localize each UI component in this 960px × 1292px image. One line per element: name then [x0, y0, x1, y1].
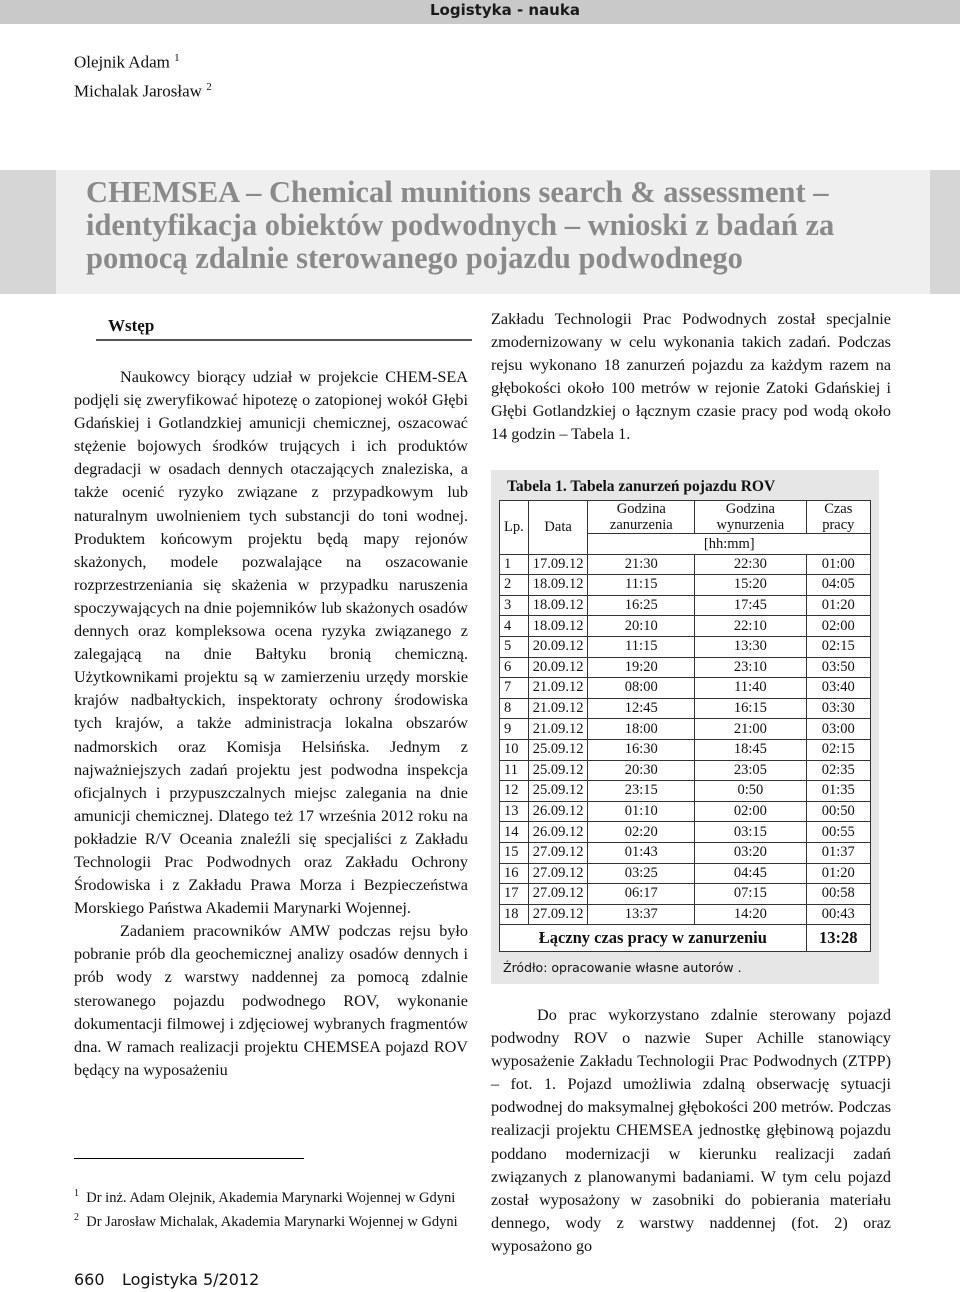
table-row: [500, 884, 871, 905]
table-cell: 01:35: [806, 781, 870, 802]
section-underline: [96, 339, 472, 341]
table-cell: 21.09.12: [528, 698, 588, 719]
table-row: [500, 781, 871, 802]
table-cell: 20:30: [588, 760, 695, 781]
table-cell: 03:40: [806, 678, 870, 699]
table-row: [500, 719, 871, 740]
table-cell: 18.09.12: [528, 616, 588, 637]
table-cell: 18:00: [588, 719, 695, 740]
table-cell: 27.09.12: [528, 842, 588, 863]
table-cell: 03:25: [588, 863, 695, 884]
paragraph: Zakładu Technologii Prac Podwodnych został specjalnie zmodernizowany w celu wykonania takich zadań. Podczas rejsu wykonano 18 zanurzeń pojazdu za każdym razem na głębokości około 100 metrów w rejonie Zatoki Gdańskiej i Głębi Gotlandzkiej o łącznym czasie pracy pod wodą około 14 godzin – Tabela 1.: [491, 310, 891, 444]
table-cell: 23:05: [695, 760, 806, 781]
table-cell: 01:00: [806, 554, 870, 575]
table-cell: 16:15: [695, 698, 806, 719]
authors: [74, 46, 212, 103]
table-caption: Tabela 1. Tabela zanurzeń pojazdu ROV: [507, 478, 776, 495]
header-unit: [hh:mm]: [588, 534, 871, 555]
article-title: CHEMSEA – Chemical munitions search & assessment – identyfikacja obiektów podwodnych – wnioski z badań za pomocą zdalnie sterowanego pojazdu podwodnego: [86, 175, 835, 275]
table-cell: 22:30: [695, 554, 806, 575]
table-row: [500, 801, 871, 822]
table-cell: 11: [500, 760, 529, 781]
table-cell: 1: [500, 554, 529, 575]
table-cell: 18:45: [695, 739, 806, 760]
header-wynurzenia: Godzina wynurzenia: [695, 501, 806, 534]
table-cell: 02:00: [806, 616, 870, 637]
table-cell: 23:15: [588, 781, 695, 802]
paragraph: Naukowcy biorący udział w projekcie CHEM-SEA podjęli się zweryfikować hipotezę o zatopionej wokół Głębi Gdańskiej i Gotlandzkiej amunicji chemicznej, oszacować stężenie bojowych środków trujących i ich produktów degradacji w osadach dennych otaczających znaleziska, a także ocenić ryzyko związane z przypadkowym lub naturalnym uwolnieniem tych substancji do toni wodnej. Produktem końcowym projektu będą mapy rejonów skażonych, modele pozwalające na oszacowanie rozprzestrzeniania się skażenia w przypadku naruszenia spoczywających na dnie pojemników lub skażonych osadów dennych oraz kompleksowa ocena ryzyka związanego z zalegającą na dnie Bałtyku bronią chemiczną. Użytkownikami projektu są w zamierzeniu urzędy morskie krajów nadbałtyckich, inspektoraty ochrony środowiska tych krajów, a także administracja lokalna obszarów nadmorskich oraz Komisja Helsińska. Jednym z najważniejszych zadań projektu jest podwodna inspekcja oficjalnych i przypuszczalnych miejsc zalegania na dnie amunicji chemicznej. Dlatego też 17 września 2012 roku na pokładzie R/V Oceania znaleźli się specjaliści z Zakładu Technologii Prac Podwodnych oraz Zakładu Ochrony Środowiska i z Zakładu Prawa Morza i Bezpieczeństwa Morskiego Państwa Akademii Marynarki Wojennej.: [74, 368, 468, 918]
section-heading: Wstęp: [108, 316, 155, 335]
table-row: [500, 904, 871, 925]
table-cell: 15:20: [695, 575, 806, 596]
table-cell: 25.09.12: [528, 781, 588, 802]
left-column: [74, 366, 468, 1082]
table-cell: 21.09.12: [528, 678, 588, 699]
table-row: [500, 739, 871, 760]
author-1: Olejnik Adam $^1$: [74, 52, 180, 72]
table-cell: 20.09.12: [528, 657, 588, 678]
table-cell: 13:37: [588, 904, 695, 925]
table-cell: 18.09.12: [528, 595, 588, 616]
table-source: Źródło: opracowanie własne autorów .: [503, 960, 742, 975]
table-row: [500, 657, 871, 678]
table-cell: 12:45: [588, 698, 695, 719]
table-cell: 10: [500, 739, 529, 760]
title-band-right: [930, 170, 960, 294]
table-cell: 27.09.12: [528, 863, 588, 884]
title-band-left: [0, 170, 56, 294]
table-cell: 20:10: [588, 616, 695, 637]
table-row: [500, 863, 871, 884]
header-czas: Czas pracy: [806, 501, 870, 534]
table-cell: 16: [500, 863, 529, 884]
table-cell: 0:50: [695, 781, 806, 802]
table-row: [500, 698, 871, 719]
running-header: [0, 0, 960, 24]
table-cell: 01:20: [806, 863, 870, 884]
table-cell: 7: [500, 678, 529, 699]
table-row: [500, 575, 871, 596]
table-cell: 01:37: [806, 842, 870, 863]
table-row: [500, 678, 871, 699]
table-cell: 13:30: [695, 636, 806, 657]
page-number: 660: [74, 1270, 105, 1289]
table-cell: 18: [500, 904, 529, 925]
table-cell: 18.09.12: [528, 575, 588, 596]
paragraph: Do prac wykorzystano zdalnie sterowany pojazd podwodny ROV o nazwie Super Achille stanowiący wyposażenie Zakładu Technologii Prac Podwodnych (ZTPP) – fot. 1. Pojazd umożliwia zdalną obserwację sytuacji podwodnej do maksymalnej głębokości 200 metrów. Podczas realizacji projektu CHEMSEA jednostkę głębinową pojazdu poddano modernizacji w kierunku realizacji zadań związanych z planowanymi badaniami. W tym celu pojazd został wyposażony w zasobniki do pobierania materiału dennego, wody z warstwy naddennej (fot. 2) oraz wyposażono go: [491, 1006, 891, 1255]
table-row: [500, 822, 871, 843]
table-cell: 00:50: [806, 801, 870, 822]
table-cell: 00:43: [806, 904, 870, 925]
total-label: Łączny czas pracy w zanurzeniu: [500, 925, 807, 952]
table-cell: 2: [500, 575, 529, 596]
table-cell: 11:40: [695, 678, 806, 699]
table-cell: 26.09.12: [528, 801, 588, 822]
dive-table: [499, 500, 871, 952]
author-2: Michalak Jarosław $^2$: [74, 80, 212, 101]
header-lp: Lp.: [500, 501, 529, 555]
table-cell: 21:00: [695, 719, 806, 740]
table-cell: 06:17: [588, 884, 695, 905]
table-row: [500, 760, 871, 781]
table-cell: 6: [500, 657, 529, 678]
table-cell: 4: [500, 616, 529, 637]
footnote-2: $^2$ Dr Jarosław Michalak, Akademia Marynarki Wojennej w Gdyni: [74, 1211, 458, 1230]
table-cell: 14:20: [695, 904, 806, 925]
table-cell: 01:20: [806, 595, 870, 616]
table-cell: 07:15: [695, 884, 806, 905]
table-cell: 19:20: [588, 657, 695, 678]
table-cell: 12: [500, 781, 529, 802]
table-cell: 16:30: [588, 739, 695, 760]
table-cell: 02:20: [588, 822, 695, 843]
table-cell: 03:00: [806, 719, 870, 740]
footnotes: [74, 1184, 468, 1232]
footnote-1: $^1$ Dr inż. Adam Olejnik, Akademia Marynarki Wojennej w Gdyni: [74, 1188, 456, 1206]
table-cell: 00:58: [806, 884, 870, 905]
table-cell: 17:45: [695, 595, 806, 616]
table-cell: 5: [500, 636, 529, 657]
table-cell: 08:00: [588, 678, 695, 699]
table-row: [500, 616, 871, 637]
table-cell: 17.09.12: [528, 554, 588, 575]
table-cell: 8: [500, 698, 529, 719]
right-column-top: [491, 308, 891, 447]
table-cell: 21.09.12: [528, 719, 588, 740]
header-data: Data: [528, 501, 588, 555]
table-row: [500, 595, 871, 616]
table-cell: 02:15: [806, 636, 870, 657]
paragraph: Zadaniem pracowników AMW podczas rejsu było pobranie prób dla geochemicznej analizy osadów dennych i prób wody z warstwy naddennej za pomocą zdalnie sterowanego pojazdu podwodnego ROV, wykonanie dokumentacji filmowej i zdjęciowej wybranych fragmentów dna. W ramach realizacji projektu CHEMSEA pojazd ROV będący na wyposażeniu: [74, 922, 468, 1079]
publication-name: Logistyka 5/2012: [122, 1270, 260, 1289]
table-cell: 03:50: [806, 657, 870, 678]
running-header-label: Logistyka - nauka: [430, 1, 580, 19]
table-cell: 03:15: [695, 822, 806, 843]
table-cell: 25.09.12: [528, 739, 588, 760]
table-box: [491, 470, 879, 984]
table-cell: 02:35: [806, 760, 870, 781]
total-value: 13:28: [806, 925, 870, 952]
table-cell: 11:15: [588, 575, 695, 596]
table-cell: 20.09.12: [528, 636, 588, 657]
header-zanurzenia: Godzina zanurzenia: [588, 501, 695, 534]
table-cell: 16:25: [588, 595, 695, 616]
table-row: [500, 636, 871, 657]
right-column-bottom: [491, 1004, 891, 1258]
table-cell: 23:10: [695, 657, 806, 678]
footnote-separator: [74, 1158, 304, 1159]
table-cell: 26.09.12: [528, 822, 588, 843]
table-cell: 04:45: [695, 863, 806, 884]
table-cell: 04:05: [806, 575, 870, 596]
table-cell: 21:30: [588, 554, 695, 575]
table-cell: 17: [500, 884, 529, 905]
table-cell: 01:43: [588, 842, 695, 863]
table-cell: 00:55: [806, 822, 870, 843]
table-cell: 03:30: [806, 698, 870, 719]
table-cell: 25.09.12: [528, 760, 588, 781]
table-cell: 13: [500, 801, 529, 822]
table-row: [500, 842, 871, 863]
table-cell: 02:00: [695, 801, 806, 822]
table-cell: 02:15: [806, 739, 870, 760]
table-cell: 22:10: [695, 616, 806, 637]
table-cell: 15: [500, 842, 529, 863]
table-cell: 3: [500, 595, 529, 616]
table-cell: 27.09.12: [528, 904, 588, 925]
table-row: [500, 554, 871, 575]
table-cell: 03:20: [695, 842, 806, 863]
table-cell: 9: [500, 719, 529, 740]
table-cell: 27.09.12: [528, 884, 588, 905]
table-cell: 11:15: [588, 636, 695, 657]
table-cell: 14: [500, 822, 529, 843]
table-cell: 01:10: [588, 801, 695, 822]
